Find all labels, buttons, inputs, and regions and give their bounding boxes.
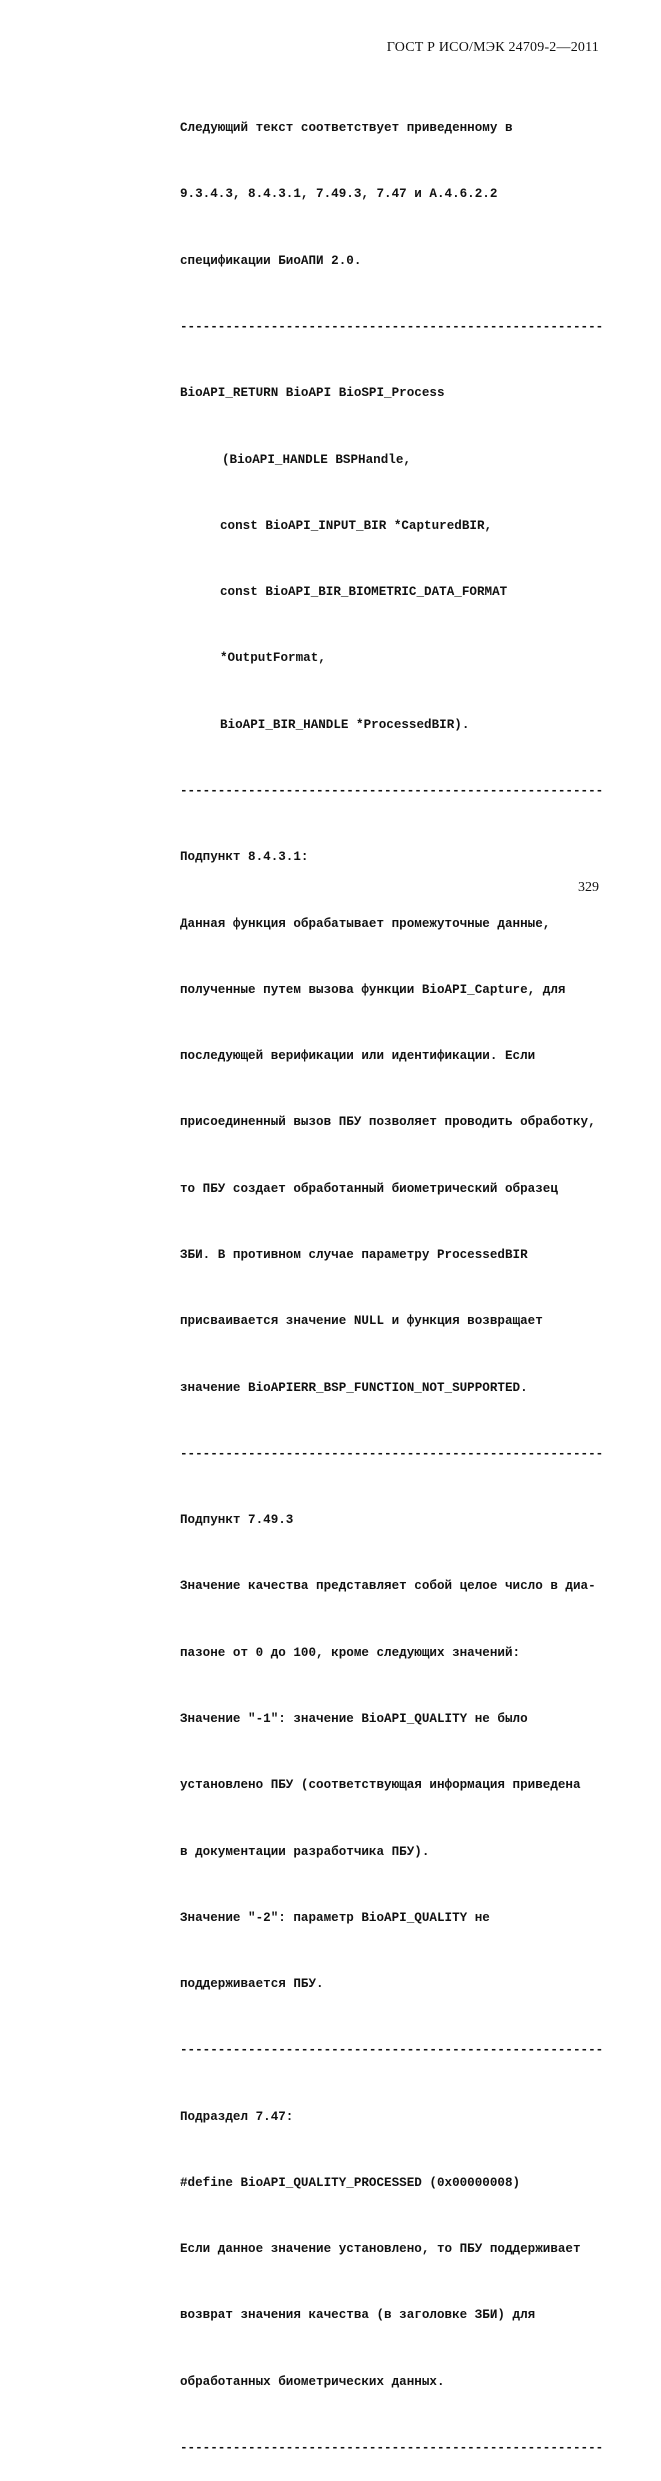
text-line: Данная функция обрабатывает промежуточные данные, [180, 916, 551, 931]
section-heading: Подраздел 7.47: [180, 2109, 294, 2124]
page-number: 329 [578, 880, 599, 895]
text-line: значение BioAPIERR_BSP_FUNCTION_NOT_SUPPORTED. [180, 1380, 528, 1395]
section-heading: Подпункт 7.49.3 [180, 1513, 294, 1528]
code-signature: BioAPI_RETURN BioAPI BioSPI_Process [180, 386, 445, 401]
text-line: Значение "-1": значение BioAPI_QUALITY не было [180, 1711, 528, 1726]
code-parameter: (BioAPI_HANDLE BSPHandle, [222, 452, 411, 467]
text-line: Значение качества представляет собой целое число в диа- [180, 1579, 596, 1594]
separator-line: -------------------------------------------------------- [180, 320, 604, 335]
document-header: ГОСТ Р ИСО/МЭК 24709-2—2011 [386, 40, 599, 55]
text-line: присоединенный вызов ПБУ позволяет проводить обработку, [180, 1115, 596, 1130]
text-line: 9.3.4.3, 8.4.3.1, 7.49.3, 7.47 и A.4.6.2.2 [180, 187, 498, 202]
text-line: Значение "-2": параметр BioAPI_QUALITY не [180, 1910, 490, 1925]
text-line: присваивается значение NULL и функция возвращает [180, 1314, 543, 1329]
code-parameter: const BioAPI_INPUT_BIR *CapturedBIR, [220, 518, 493, 533]
text-line: в документации разработчика ПБУ). [180, 1844, 430, 1859]
text-line: ЗБИ. В противном случае параметру ProcessedBIR [180, 1247, 528, 1262]
text-line: последующей верификации или идентификации. Если [180, 1049, 536, 1064]
separator-line: -------------------------------------------------------- [180, 1446, 604, 1461]
code-parameter: *OutputFormat, [220, 651, 326, 666]
text-line: полученные путем вызова функции BioAPI_Capture, для [180, 982, 566, 997]
text-line: Если данное значение установлено, то ПБУ поддерживает [180, 2242, 581, 2257]
code-parameter: BioAPI_BIR_HANDLE *ProcessedBIR). [220, 717, 470, 732]
text-line: то ПБУ создает обработанный биометрический образец [180, 1181, 558, 1196]
text-line: Следующий текст соответствует приведенному в [180, 121, 513, 136]
section-heading: Подпункт 8.4.3.1: [180, 850, 309, 865]
text-line: возврат значения качества (в заголовке ЗБИ) для [180, 2308, 536, 2323]
text-line: установлено ПБУ (соответствующая информация приведена [180, 1778, 581, 1793]
separator-line: -------------------------------------------------------- [180, 784, 604, 798]
document-body [180, 73, 604, 2481]
text-line: обработанных биометрических данных. [180, 2374, 445, 2389]
separator-line: -------------------------------------------------------- [180, 2043, 604, 2058]
text-line: спецификации БиоАПИ 2.0. [180, 253, 362, 268]
text-line: поддерживается ПБУ. [180, 1977, 324, 1992]
separator-line: -------------------------------------------------------- [180, 2441, 604, 2456]
code-define: #define BioAPI_QUALITY_PROCESSED (0x00000008) [180, 2175, 521, 2190]
code-parameter: const BioAPI_BIR_BIOMETRIC_DATA_FORMAT [220, 585, 508, 600]
text-line: пазоне от 0 до 100, кроме следующих значений: [180, 1645, 521, 1660]
